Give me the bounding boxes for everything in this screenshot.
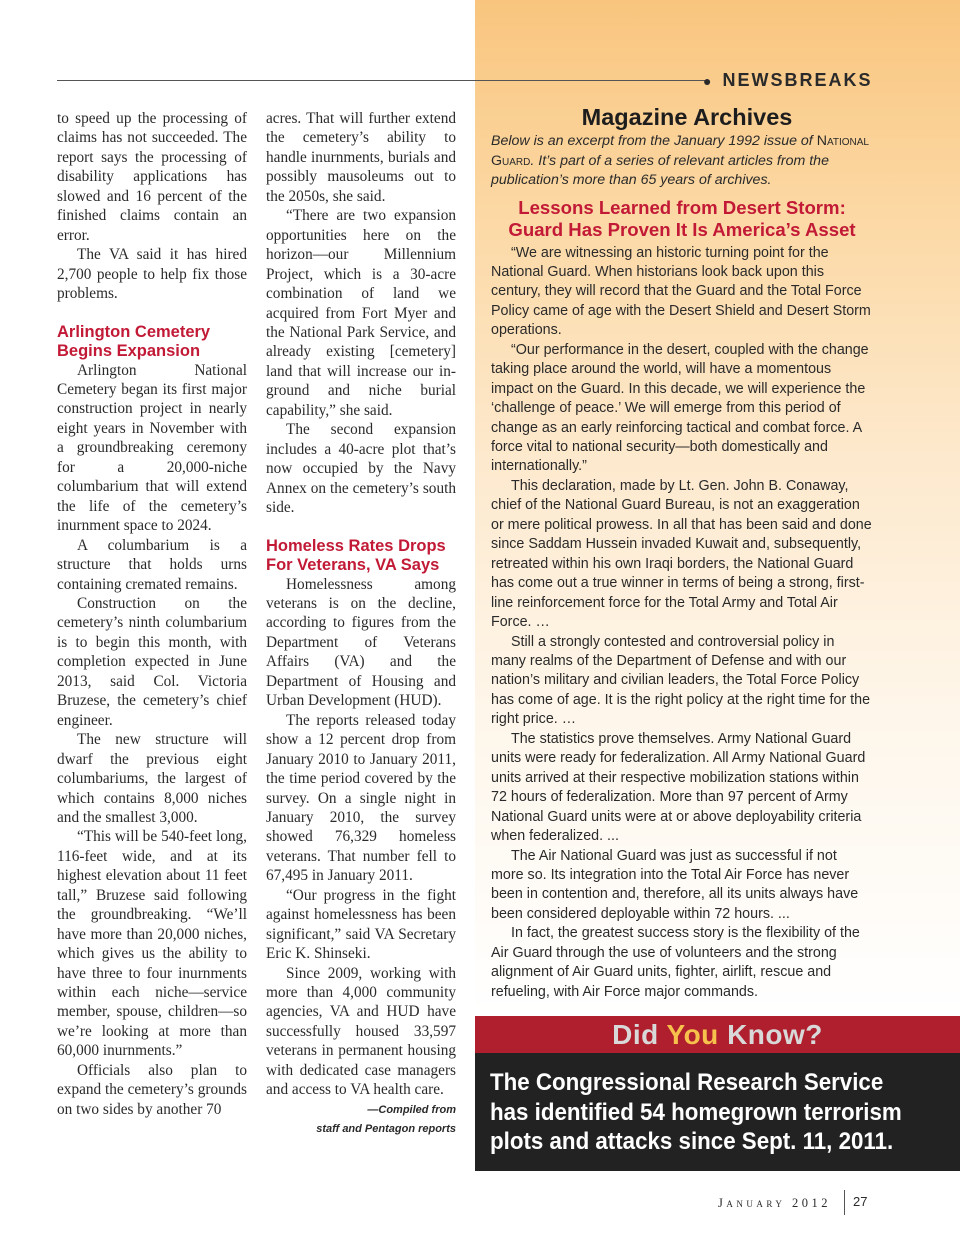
col2-paragraph: Since 2009, working with more than 4,000 community agencies, VA and HUD have successfully housed 33,597 veterans in permanent housing with dedicated case managers and access to VA health care. bbox=[266, 964, 456, 1099]
bullet-dot-icon: ● bbox=[703, 73, 714, 89]
credit-line bbox=[266, 1101, 456, 1140]
sidebar-paragraph: The statistics prove themselves. Army National Guard units were ready for federalization. All Army National Guard units arrived at their respective mobilization stations within 72 hours of federalization. More than 97 percent of Army National Guard units were at or above deployability criteria when federalized. ... bbox=[491, 730, 866, 845]
intro-publication-name: National Guard bbox=[491, 133, 869, 169]
col2-paragraph: acres. That will further extend the cemetery’s ability to handle inurnments, burials and possibly mausoleums out to the 2050s, she said. bbox=[266, 110, 456, 205]
magazine-archives-sidebar bbox=[491, 103, 873, 1002]
col1-paragraph: A columbarium is a structure that holds urns containing cremated remains. bbox=[57, 536, 247, 593]
sidebar-title: Magazine Archives bbox=[581, 104, 793, 130]
credit-line-2: staff and Pentagon reports bbox=[316, 1123, 456, 1136]
sidebar-headline bbox=[491, 197, 873, 241]
dyk-line-1: The Congressional Research Service bbox=[490, 1069, 884, 1096]
column-1 bbox=[57, 109, 247, 1119]
did-you-know-title bbox=[475, 1016, 960, 1053]
col1-paragraph: Construction on the cemetery’s ninth columbarium is to begin this month, with completion expected in June 2013, said Col. Victoria Bruzese, the cemetery’s chief engineer. bbox=[57, 594, 247, 729]
sidebar-body bbox=[491, 244, 873, 1003]
sidebar-paragraph: The Air National Guard was just as successful if not more so. Its integration into the Total Air Force has never been in contention and, therefore, all its units always have been considered deployable within 72 hours. ... bbox=[491, 847, 859, 922]
col2-paragraph: Homelessness among veterans is on the decline, according to figures from the Department of Veterans Affairs (VA) and the Department of Housing and Urban Development (HUD). bbox=[266, 575, 456, 710]
did-you-know-banner bbox=[475, 1016, 960, 1053]
sidebar-paragraph: This declaration, made by Lt. Gen. John B. Conaway, chief of the National Guard Bureau, is not an exaggeration or mere political prowess. In all that has been said and done since Saddam Hussein invaded Kuwait and, subsequently, retreated within his own Iraqi borders, the National Guard has come out a true winner in terms of being a strong, first-line reinforcement force for the Total Army and Total Air Force. … bbox=[491, 477, 872, 631]
homeless-heading: Homeless Rates Drops For Veterans, VA Says bbox=[266, 536, 446, 574]
dyk-line-3: plots and attacks since Sept. 11, 2011. bbox=[490, 1128, 894, 1155]
sidebar-headline-line-1: Lessons Learned from Desert Storm: bbox=[518, 196, 846, 218]
col1-paragraph: to speed up the processing of claims has not succeeded. The report says the processing of disability applications has slowed and 16 percent of the finished claims contain an error. bbox=[57, 110, 247, 244]
sidebar-paragraph: “Our performance in the desert, coupled with the change taking place around the world, will have a momentous impact on the Guard. In this decade, we will experience the ‘challenge of peace.’ We will emerge from this period of change as an early reinforcing tactical and combat force. A force vital to national security—both domestically and internationally.” bbox=[491, 341, 869, 475]
sidebar-headline-line-2: Guard Has Proven It Is America’s Asset bbox=[508, 218, 856, 240]
credit-line-1: —Compiled from bbox=[367, 1103, 456, 1116]
col2-paragraph: “Our progress in the fight against homelessness has been significant,” said VA Secretary Eric K. Shinseki. bbox=[266, 886, 456, 963]
sidebar-intro bbox=[491, 132, 873, 191]
header-rule bbox=[57, 80, 705, 81]
arlington-heading: Arlington Cemetery Begins Expansion bbox=[57, 322, 211, 360]
footer-divider bbox=[844, 1190, 845, 1215]
dyk-title-part-3: Know? bbox=[718, 1019, 823, 1050]
col1-paragraph: The VA said it has hired 2,700 people to help fix those problems. bbox=[57, 246, 247, 303]
sidebar-paragraph: In fact, the greatest success story is the flexibility of the Air Guard through the use of volunteers and the strong alignment of Air Guard units, fighter, airlift, rescue and refueling, with Air Force major commands. bbox=[491, 925, 860, 1000]
col1-paragraph: Arlington National Cemetery began its first major construction project in nearly eight years in November with a groundbreaking ceremony for a 20,000-niche columbarium that will extend the life of the cemetery’s inurnment space to 2024. bbox=[57, 361, 247, 535]
section-label bbox=[703, 70, 873, 91]
dyk-title-part-2: You bbox=[666, 1019, 719, 1050]
did-you-know-box bbox=[475, 1053, 960, 1171]
sidebar-paragraph: “We are witnessing an historic turning point for the National Guard. When historians look back upon this century, they will record that the Guard and the Total Force Policy came of age with the Desert Shield and Desert Storm operations. bbox=[491, 244, 871, 339]
page-number: 27 bbox=[853, 1194, 868, 1209]
col2-paragraph: “There are two expansion opportunities here on the horizon—our Millennium Project, which is a 30-acre combination of land we acquired from Fort Myer and the National Park Service, and already existing [cemetery] land that will increase our in-ground and niche burial capability,” she said. bbox=[266, 207, 456, 419]
dyk-line-2: has identified 54 homegrown terrorism bbox=[490, 1098, 902, 1126]
section-label-text: NEWSBREAKS bbox=[722, 70, 873, 90]
intro-part-1: Below is an excerpt from the January 1992 issue of bbox=[491, 133, 817, 149]
did-you-know-text bbox=[490, 1068, 946, 1157]
col2-paragraph: The second expansion includes a 40-acre plot that’s now occupied by the Navy Annex on the cemetery’s south side. bbox=[266, 421, 456, 517]
sidebar-paragraph: Still a strongly contested and controversial policy in many realms of the Department of Defense and with our nation’s military and civilian leaders, the Total Force Policy has come of age. It is the right policy at the right time for the right price. … bbox=[491, 633, 871, 728]
intro-part-2: . It’s part of a series of relevant articles from the publication’s more than 65 years of archives. bbox=[491, 152, 829, 188]
col1-paragraph: The new structure will dwarf the previous eight columbariums, the largest of which contains 8,000 niches and the smallest 3,000. bbox=[57, 731, 247, 826]
dyk-title-part-1: Did bbox=[612, 1019, 667, 1050]
col1-paragraph: “This will be 540-feet long, 116-feet wide, and at its highest elevation about 11 feet tall,” Bruzese said following the groundbreaking. “We’ll have more than 20,000 niches, which gives us the ability to have three to four inurnments within each niche—service member, spouse, children—so we’re looking at more than 60,000 inurnments.” bbox=[57, 828, 247, 1060]
col1-paragraph: Officials also plan to expand the cemetery’s grounds on two sides by another 70 bbox=[57, 1061, 247, 1118]
footer-issue-date: January 2012 bbox=[718, 1196, 831, 1210]
col2-paragraph: The reports released today show a 12 percent drop from January 2010 to January 2011, the time period covered by the survey. On a single night in January 2010, the survey showed 76,329 homeless veterans. That number fell to 67,495 in January 2011. bbox=[266, 711, 456, 885]
column-2 bbox=[266, 109, 456, 1140]
